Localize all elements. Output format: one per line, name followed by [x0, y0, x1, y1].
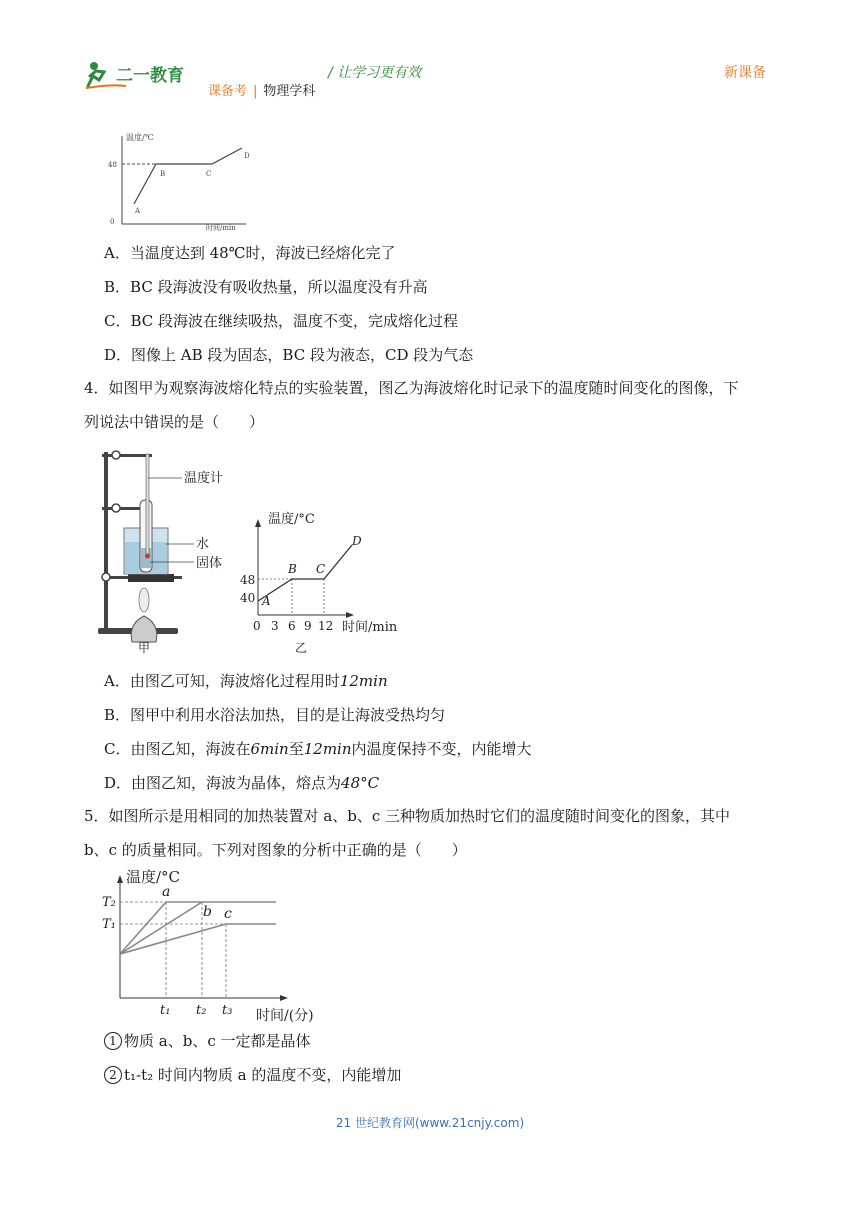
q3-point-a: A [135, 207, 141, 215]
q3-ylabel: 温度/℃ [126, 133, 154, 142]
q4-point-d: D [352, 534, 362, 548]
q4-option-a-math: 12min [339, 672, 388, 690]
header-subject: 物理学科 [263, 84, 316, 99]
q3-point-c: C [206, 170, 212, 178]
caption-jia: 甲 [138, 641, 151, 655]
caption-yi: 乙 [295, 641, 308, 655]
label-solid: 固体 [196, 556, 223, 571]
q5-curve-b [120, 902, 202, 954]
q4-ytick-48: 48 [240, 573, 256, 587]
q4-option-c-post: 内温度保持不变，内能增大 [351, 740, 532, 758]
q3-point-d: D [244, 152, 250, 160]
stand-clamp-top [102, 454, 152, 457]
q5-graph [96, 864, 336, 1024]
q4-option-d-math: 48°C [341, 774, 380, 792]
q5-label-c: c [224, 906, 232, 922]
header-right-label: 新课备 [724, 65, 766, 81]
q4-xlabel: 时间/min [342, 620, 398, 635]
q4-xtick-9: 9 [304, 619, 312, 633]
alcohol-lamp [131, 616, 157, 642]
q4-option-c-text: C．由图乙知，海波在 [104, 740, 251, 758]
q4-curve [258, 545, 352, 601]
q4-option-a-text: A．由图乙可知，海波熔化过程用时 [104, 672, 340, 690]
header-separator: | [253, 84, 258, 99]
label-water: 水 [196, 537, 210, 552]
q3-option-b: B．BC 段海波没有吸收热量，所以温度没有升高 [104, 278, 428, 296]
q5-statement-2-text: t₁-t₂ 时间内物质 a 的温度不变，内能增加 [124, 1066, 402, 1084]
q4-option-b [104, 705, 445, 725]
q3-xlabel: 时间/min [206, 224, 236, 232]
q4-xtick-0: 0 [253, 619, 261, 633]
q4-stem-line2: 列说法中错误的是（ ） [84, 413, 265, 431]
q4-option-c-math1: 6min [250, 740, 289, 758]
q3-point-b: B [160, 170, 166, 178]
thermometer [146, 454, 149, 554]
label-thermometer: 温度计 [184, 471, 224, 486]
q4-option-b-text: B．图甲中利用水浴法加热，目的是让海波受热均匀 [104, 706, 446, 724]
q4-xtick-12: 12 [318, 619, 334, 633]
q5-stem-line1: 5．如图所示是用相同的加热装置对 a、b、c 三种物质加热时它们的温度随时间变化的图象，其中 [84, 807, 731, 825]
q4-option-c [104, 739, 532, 759]
q3-option-d: D．图像上 AB 段为固态，BC 段为液态，CD 段为气态 [104, 346, 474, 364]
q5-stem-line2: b、c 的质量相同。下列对图象的分析中正确的是（ ） [84, 841, 467, 859]
logo-runner-icon [82, 58, 194, 90]
q5-statement-2 [104, 1065, 401, 1085]
q4-xtick-6: 6 [288, 619, 296, 633]
q5-ytick-t1: T₁ [102, 917, 116, 932]
flame [139, 588, 149, 612]
header-org: 课备考 [208, 84, 248, 99]
q4-option-c-mid: 至 [288, 740, 304, 758]
q4-option-c-math2: 12min [303, 740, 352, 758]
q5-label-a: a [162, 884, 171, 900]
q5-statement-2-num: 2 [104, 1066, 122, 1084]
wire-gauze [128, 574, 174, 582]
q3-option-a: A．当温度达到 48℃时，海波已经熔化完了 [104, 244, 396, 262]
q5-xlabel: 时间/(分) [256, 1008, 314, 1024]
q4-point-c: C [316, 562, 326, 576]
header-slogan: / 让学习更有效 [328, 65, 422, 81]
q5-label-b: b [203, 904, 212, 920]
q5-curve-a [120, 902, 276, 954]
q5-statement-1-text: 物质 a、b、c 一定都是晶体 [124, 1032, 311, 1050]
q4-option-d [104, 773, 379, 793]
q4-ylabel: 温度/°C [268, 512, 315, 527]
q5-statement-1 [104, 1031, 310, 1051]
header-subtitle [208, 80, 315, 99]
q4-apparatus [98, 446, 238, 658]
q4-stem-line1: 4．如图甲为观察海波熔化特点的实验装置，图乙为海波熔化时记录下的温度随时间变化的图像，下 [84, 379, 739, 397]
q3-curve [134, 148, 242, 204]
q3-origin: 0 [110, 218, 115, 226]
q4-graph [236, 505, 406, 657]
q5-xtick-t2: t₂ [196, 1003, 207, 1018]
q5-ylabel: 温度/°C [126, 868, 181, 886]
q5-xtick-t3: t₃ [222, 1003, 233, 1018]
q3-option-c: C．BC 段海波在继续吸热，温度不变，完成熔化过程 [104, 312, 459, 330]
q4-point-a: A [262, 594, 271, 608]
logo-text: 二一教育 [116, 66, 184, 86]
q4-ytick-40: 40 [240, 591, 256, 605]
q4-xtick-3: 3 [271, 619, 279, 633]
q4-option-a [104, 671, 388, 691]
q5-xtick-t1: t₁ [160, 1003, 171, 1018]
q4-point-b: B [288, 562, 297, 576]
footer: 21 世纪教育网(www.21cnjy.com) [335, 1116, 525, 1130]
q5-ytick-t2: T₂ [102, 895, 116, 910]
stand-rod [104, 452, 108, 632]
q4-option-d-text: D．由图乙知，海波为晶体，熔点为 [104, 774, 342, 792]
q3-ytick: 48 [108, 161, 117, 169]
q5-statement-1-num: 1 [104, 1032, 122, 1050]
logo [82, 58, 194, 90]
q3-graph [104, 126, 254, 236]
